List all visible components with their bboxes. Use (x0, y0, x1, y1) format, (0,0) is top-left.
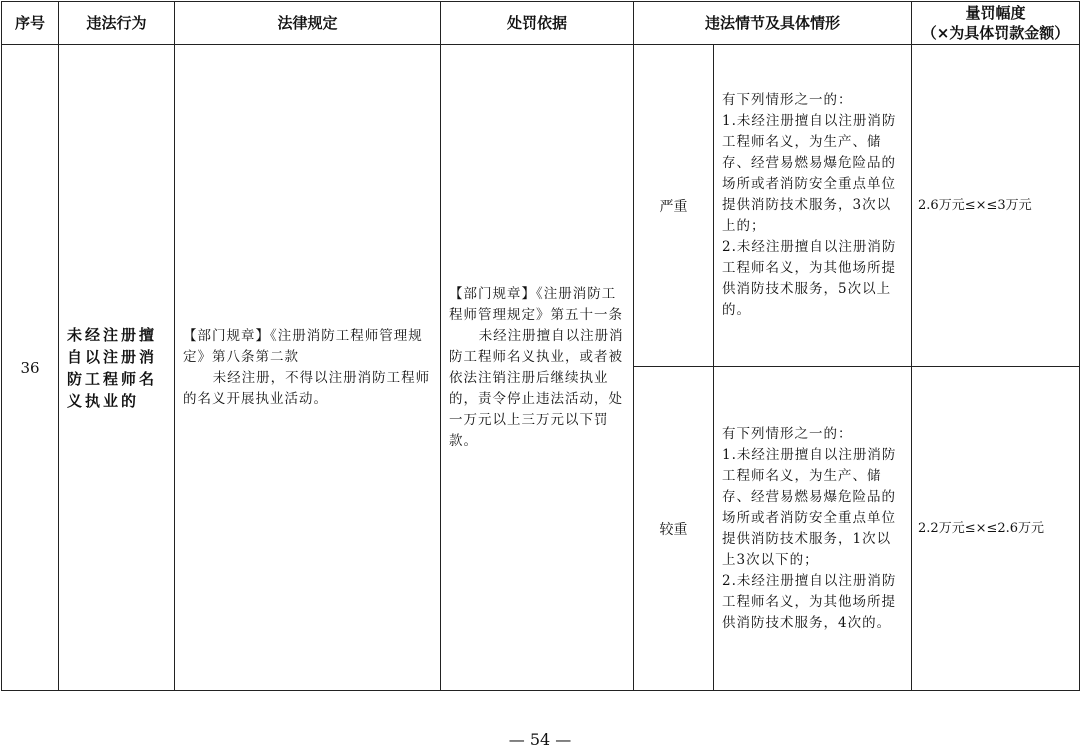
severity-serious: 严重 (634, 45, 714, 367)
range-serious: 2.6万元≤×≤3万元 (912, 45, 1080, 367)
law-reference: 【部门规章】《注册消防工程师管理规定》第八条第二款 (183, 327, 423, 365)
header-range-line2: （×为具体罚款金额） (921, 24, 1070, 42)
basis-text: 未经注册擅自以注册消防工程师名义执业，或者被依法注销注册后继续执业的，责令停止违法活动，处一万元以上三万元以下罚款。 (449, 327, 624, 449)
row-number: 36 (2, 45, 59, 691)
header-penalty-basis: 处罚依据 (441, 2, 634, 45)
law-cell (175, 45, 441, 691)
penalty-basis-cell (441, 45, 634, 691)
circumstance-item-1: 1.未经注册擅自以注册消防工程师名义，为生产、储存、经营易燃易爆危险品的场所或者消防安全重点单位提供消防技术服务，1次以上3次以下的； (722, 446, 897, 568)
header-row (2, 2, 1080, 45)
circumstance-item-2: 2.未经注册擅自以注册消防工程师名义，为其他场所提供消防技术服务，5次以上的。 (722, 239, 897, 318)
circumstance-item-2: 2.未经注册擅自以注册消防工程师名义，为其他场所提供消防技术服务，4次的。 (722, 572, 897, 631)
basis-reference: 【部门规章】《注册消防工程师管理规定》第五十一条 (449, 285, 623, 323)
header-law: 法律规定 (175, 2, 441, 45)
law-text: 未经注册，不得以注册消防工程师的名义开展执业活动。 (183, 369, 431, 407)
range-relatively-serious: 2.2万元≤×≤2.6万元 (912, 367, 1080, 691)
severity-relatively-serious: 较重 (634, 367, 714, 691)
circumstance-intro: 有下列情形之一的： (722, 425, 853, 442)
header-range-line1: 量罚幅度 (965, 4, 1026, 22)
circumstance-intro: 有下列情形之一的： (722, 92, 853, 108)
header-range (912, 2, 1080, 45)
circumstance-serious (714, 45, 912, 367)
page-number: — 54 — (508, 730, 572, 749)
circumstance-relatively-serious (714, 367, 912, 691)
header-circumstances: 违法情节及具体情形 (634, 2, 912, 45)
violation-cell: 未经注册擅自以注册消防工程师名义执业的 (59, 45, 175, 691)
header-number: 序号 (2, 2, 59, 45)
penalty-table (1, 1, 1080, 691)
table-row (2, 45, 1080, 367)
header-violation: 违法行为 (59, 2, 175, 45)
circumstance-item-1: 1.未经注册擅自以注册消防工程师名义，为生产、储存、经营易燃易爆危险品的场所或者消防安全重点单位提供消防技术服务，3次以上的； (722, 113, 897, 234)
